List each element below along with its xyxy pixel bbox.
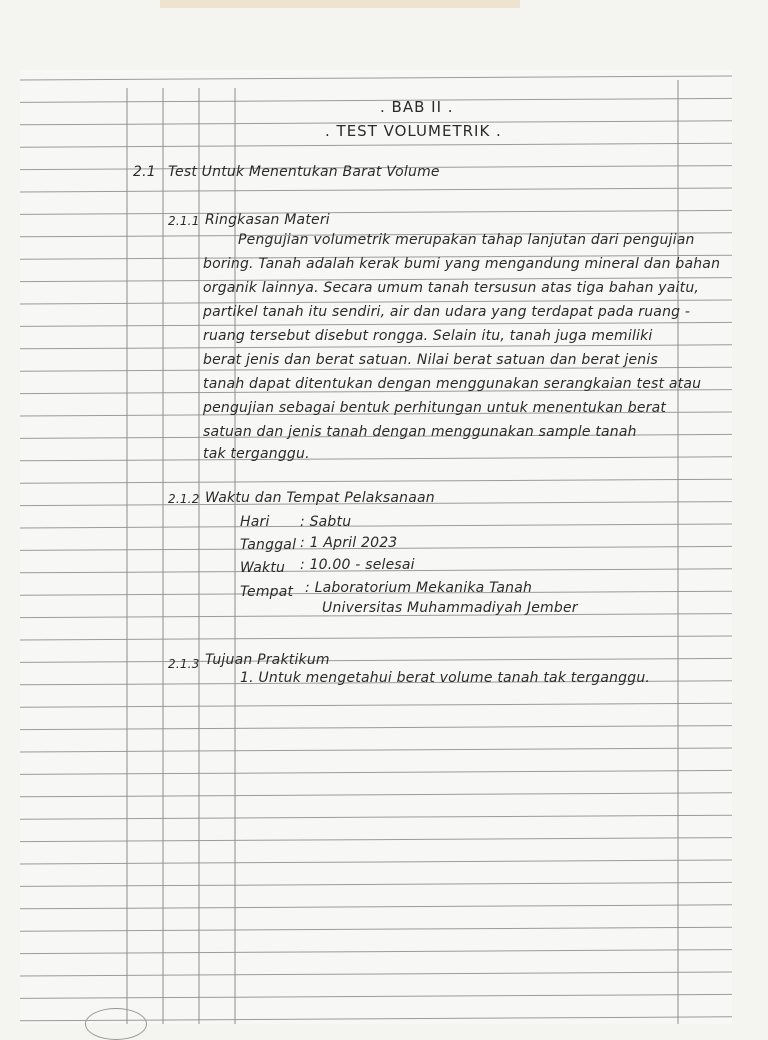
paragraph-line: berat jenis dan berat satuan. Nilai berat satuan dan berat jenis [203, 352, 658, 368]
paragraph-line: tanah dapat ditentukan dengan menggunakan serangkaian test atau [203, 376, 702, 392]
schedule-value-tanggal: : 1 April 2023 [300, 535, 398, 551]
schedule-value-tempat-line2: Universitas Muhammadiyah Jember [322, 600, 578, 616]
paragraph-line: satuan dan jenis tanah dengan menggunakan sample tanah [203, 424, 637, 440]
schedule-label-tempat: Tempat [240, 584, 294, 600]
paragraph-line: organik lainnya. Secara umum tanah tersusun atas tiga bahan yaitu, [203, 280, 700, 296]
section-number-2-1: 2.1 [133, 164, 156, 180]
ruled-lines [20, 0, 732, 1024]
paragraph-line: partikel tanah itu sendiri, air dan udara yang terdapat pada ruang - [203, 304, 691, 320]
paragraph-line: boring. Tanah adalah kerak bumi yang mengandung mineral dan bahan [203, 256, 721, 272]
section-number-2-1-3: 2.1.3 [168, 657, 200, 671]
schedule-label-tanggal: Tanggal [240, 537, 297, 553]
paragraph-line: tak terganggu. [203, 446, 310, 462]
section-number-2-1-1: 2.1.1 [168, 214, 200, 228]
section-title-2-1-2: Waktu dan Tempat Pelaksanaan [205, 490, 435, 506]
section-title-2-1-3: Tujuan Praktikum [205, 652, 330, 668]
section-number-2-1-2: 2.1.2 [168, 492, 200, 506]
stamp-mark [85, 1008, 147, 1040]
schedule-value-hari: : Sabtu [300, 514, 352, 530]
schedule-value-tempat: : Laboratorium Mekanika Tanah [305, 580, 533, 596]
paragraph-line: Pengujian volumetrik merupakan tahap lanjutan dari pengujian [238, 232, 695, 248]
ruled-line [20, 76, 732, 80]
paragraph-line: ruang tersebut disebut rongga. Selain itu, tanah juga memiliki [203, 328, 653, 344]
schedule-label-hari: Hari [240, 514, 270, 530]
objective-item: 1. Untuk mengetahui berat volume tanah tak terganggu. [240, 670, 651, 686]
chapter-heading: . BAB II . [380, 98, 454, 116]
paragraph-line: pengujian sebagai bentuk perhitungan untuk menentukan berat [203, 400, 667, 416]
section-title-2-1: Test Untuk Menentukan Barat Volume [168, 164, 440, 180]
schedule-label-waktu: Waktu [240, 560, 286, 576]
schedule-value-waktu: : 10.00 - selesai [300, 557, 415, 573]
section-title-2-1-1: Ringkasan Materi [205, 212, 330, 228]
document-title: . TEST VOLUMETRIK . [325, 122, 502, 140]
